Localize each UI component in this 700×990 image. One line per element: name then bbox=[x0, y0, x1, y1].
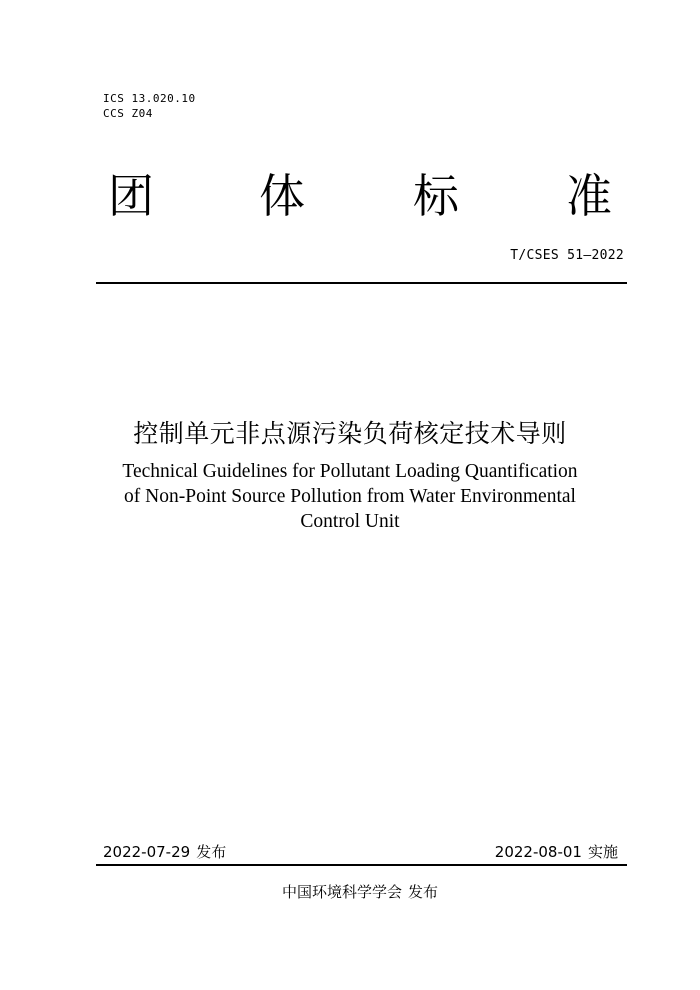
bottom-divider bbox=[96, 864, 627, 866]
ccs-code: CCS Z04 bbox=[103, 107, 153, 120]
issue-label: 发布 bbox=[196, 843, 227, 861]
implement-date-block bbox=[495, 842, 618, 862]
chinese-title: 控制单元非点源污染负荷核定技术导则 bbox=[133, 419, 567, 448]
standard-type-char: 准 bbox=[566, 169, 612, 223]
standard-type-char: 团 bbox=[108, 169, 154, 223]
implement-date: 2022-08-01 bbox=[494, 843, 582, 861]
publisher-block bbox=[0, 882, 700, 902]
publisher-name: 中国环境科学学会 bbox=[281, 883, 402, 901]
implement-label: 实施 bbox=[587, 843, 618, 861]
english-title-line: Technical Guidelines for Pollutant Loading Quantification bbox=[122, 461, 578, 482]
issue-date: 2022-07-29 bbox=[103, 843, 191, 861]
standard-type-title bbox=[96, 168, 626, 226]
standard-type-char: 体 bbox=[259, 169, 305, 223]
publisher-label: 发布 bbox=[408, 883, 439, 901]
issue-date-block bbox=[103, 842, 226, 862]
english-title-line: Control Unit bbox=[300, 511, 400, 532]
top-divider bbox=[96, 282, 627, 284]
english-title-line: of Non-Point Source Pollution from Water Environmental bbox=[124, 486, 576, 507]
classification-codes bbox=[103, 91, 196, 121]
ics-code: ICS 13.020.10 bbox=[103, 92, 196, 105]
english-title bbox=[80, 459, 620, 534]
standard-number: T/CSES 51—2022 bbox=[510, 248, 624, 263]
standard-type-char: 标 bbox=[413, 169, 459, 223]
